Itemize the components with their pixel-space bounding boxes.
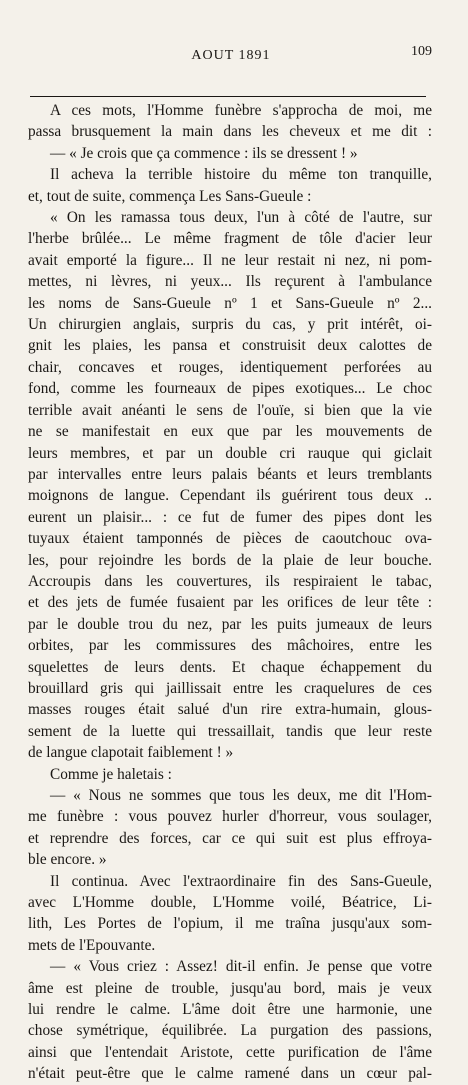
- text-line: fond, comme les fourneaux de pipes exotiques... Le choc: [28, 380, 432, 398]
- text-line: orbites, par les commissures des mâchoires, entre les: [28, 637, 432, 655]
- text-line: mets de l'Epouvante.: [28, 936, 156, 954]
- text-line: terrible avait anéanti le sens de l'ouïe, si bien que la vie: [28, 401, 432, 419]
- text-line: — « Vous criez : Assez! dit-il enfin. Je pense que votre: [50, 958, 432, 976]
- text-line: âme est pleine de trouble, jusqu'au bord, mais je veux: [28, 979, 432, 997]
- text-line: masses rouges était salué d'un rire extra-humain, glous-: [28, 701, 432, 719]
- page-header: [30, 44, 432, 68]
- text-line: ne se manifestait en eux que par les mouvements de: [28, 423, 432, 441]
- text-line: — « Nous ne sommes que tous les deux, me dit l'Hom-: [50, 787, 432, 804]
- text-line: Accroupis dans les couvertures, ils respiraient le tabac,: [28, 572, 432, 590]
- text-line: avec L'Homme double, L'Homme voilé, Béatrice, Li-: [28, 894, 432, 912]
- text-line: ble encore. »: [28, 851, 107, 869]
- text-line: — « Je crois que ça commence : ils se dressent ! »: [50, 144, 358, 162]
- text-line: « On les ramassa tous deux, l'un à côté de l'autre, sur: [50, 209, 432, 227]
- text-line: par le double trou du nez, par les puits jumeaux de leurs: [28, 615, 432, 633]
- text-line: et, tout de suite, commença Les Sans-Gueule :: [28, 187, 312, 205]
- text-line: passa brusquement la main dans les cheveux et me dit :: [28, 123, 432, 141]
- text-line: tuyaux étaient tamponnés de pièces de caoutchouc ova-: [28, 530, 432, 548]
- text-line: et reprendre des forces, car ce qui suit est plus effroya-: [28, 829, 432, 847]
- text-line: avait emporté la figure... Il ne leur restait ni nez, ni pom-: [28, 251, 432, 269]
- text-line: squelettes de leurs dents. Et chaque échappement du: [28, 658, 432, 676]
- text-line: Un chirurgien anglais, surpris du cas, y prit intérêt, oi-: [28, 316, 432, 334]
- text-line: sement de la luette qui tressaillait, tandis que leur reste: [28, 722, 432, 740]
- text-line: Il acheva la terrible histoire du même ton tranquille,: [50, 166, 432, 184]
- text-line: gnit les plaies, les pansa et construisit deux calottes de: [28, 337, 432, 355]
- text-line: n'était peut-être que le calme ramené dans un cœur pal-: [28, 1065, 432, 1083]
- text-line: Il continua. Avec l'extraordinaire fin des Sans-Gueule,: [50, 872, 432, 890]
- text-line: chair, concaves et rouges, identiquement perforées au: [28, 358, 432, 376]
- text-line: A ces mots, l'Homme funèbre s'approcha de moi, me: [50, 102, 432, 119]
- text-line: lui rendre le calme. L'âme doit être une harmonie, une: [28, 1001, 432, 1019]
- text-line: me funèbre : vous pouvez hurler d'horreur, vous soulager,: [28, 808, 432, 826]
- text-line: et des jets de fumée fusaient par les orifices de leur tête :: [28, 594, 432, 612]
- text-line: l'herbe brûlée... Le même fragment de tôle d'acier leur: [28, 230, 432, 248]
- text-line: ainsi que l'entendait Aristote, cette purification de l'âme: [28, 1043, 432, 1061]
- page-number: 109: [411, 44, 432, 59]
- text-line: eurent un plaisir... : ce fut de fumer des pipes dont les: [28, 508, 432, 526]
- text-line: par intervalles entre leurs palais béants et leurs tremblants: [28, 465, 432, 483]
- text-line: chose symétrique, équilibrée. La purgation des passions,: [28, 1022, 432, 1040]
- text-line: Comme je haletais :: [50, 765, 172, 783]
- text-line: brouillard gris qui jaillissait entre les craquelures de ces: [28, 679, 432, 697]
- text-line: leurs membres, et par un double cri rauque qui giclait: [28, 444, 432, 462]
- text-line: les, pour rejoindre les bords de la plaie de leur bouche.: [28, 551, 432, 569]
- text-line: mettes, ni lèvres, ni yeux... Ils reçurent à l'ambulance: [28, 273, 432, 291]
- text-line: les noms de Sans-Gueule nº 1 et Sans-Gueule nº 2...: [28, 294, 432, 312]
- text-line: de langue clapotait faiblement ! »: [28, 744, 234, 762]
- body-text: [28, 100, 432, 1085]
- running-title: AOUT 1891: [191, 48, 271, 63]
- text-line: lith, Les Portes de l'opium, il me traîna jusqu'aux som-: [28, 915, 432, 933]
- text-line: moignons de langue. Cependant ils guérirent tous deux ..: [28, 487, 432, 505]
- header-rule: [30, 96, 426, 97]
